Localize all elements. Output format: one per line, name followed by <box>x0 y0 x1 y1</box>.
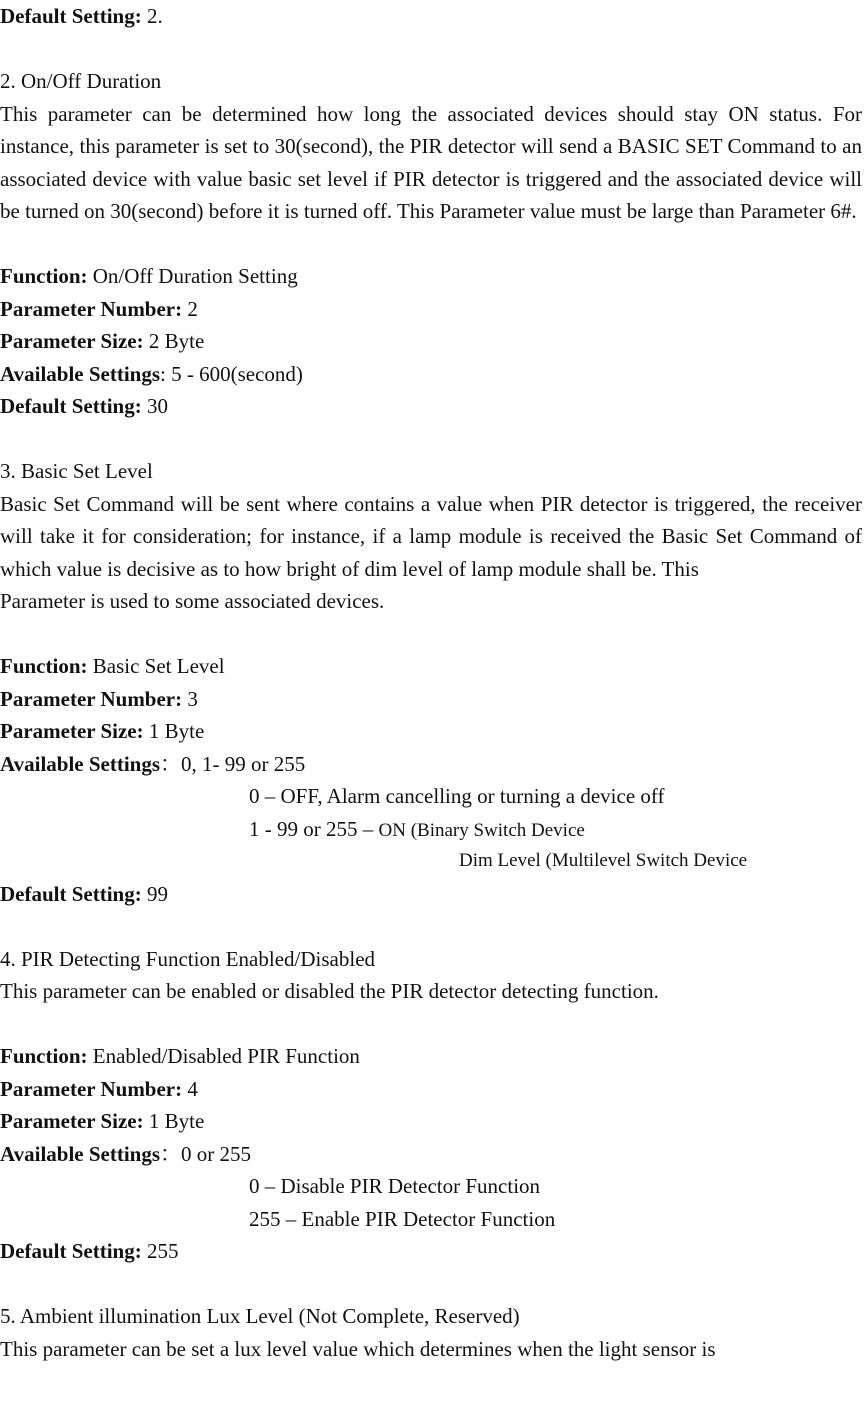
available-settings-value: : 5 - 600(second) <box>160 361 303 386</box>
available-settings-label: Available Settings <box>0 1141 161 1166</box>
default-setting-value: 255 <box>141 1239 179 1263</box>
parameter-size-value: 1 Byte <box>143 719 205 743</box>
default-setting-value: 2. <box>141 4 163 28</box>
default-setting-line <box>0 878 864 911</box>
function-label: Function: <box>0 264 88 288</box>
default-setting-line <box>0 390 864 423</box>
function-value: Enabled/Disabled PIR Function <box>87 1044 360 1068</box>
available-settings-value: ：0, 1- 99 or 255 <box>160 751 306 776</box>
available-settings-line <box>0 1138 864 1171</box>
section-heading: 3. Basic Set Level <box>0 459 153 483</box>
section-description: This parameter can be set a lux level value which determines when the light sensor is <box>0 1336 716 1361</box>
default-setting-value: 30 <box>141 394 168 418</box>
setting-option: 255 – Enable PIR Detector Function <box>249 1206 556 1231</box>
function-line <box>0 1040 864 1073</box>
section-heading: 5. Ambient illumination Lux Level (Not Complete, Reserved) <box>0 1304 520 1328</box>
parameter-number-value: 3 <box>182 686 198 711</box>
available-settings-line <box>0 748 864 781</box>
available-settings-line <box>0 358 864 391</box>
parameter-size-label: Parameter Size: <box>0 329 144 353</box>
parameter-number-label: Parameter Number: <box>0 686 183 711</box>
default-setting-label: Default Setting: <box>0 4 142 28</box>
default-setting-label: Default Setting: <box>0 881 142 906</box>
parameter-number-line <box>0 1073 864 1106</box>
section-heading: 2. On/Off Duration <box>0 69 162 93</box>
section-description: This parameter can be determined how long the associated devices should stay ON status. For instance, this parameter is set to 30(second), the PIR detector will send a BASIC SET Command to an associated device with value basic set level if PIR detector is triggered and the associated device will be turned on 30(second) before it is turned off. This Parameter value must be large than Parameter 6#. <box>0 101 862 223</box>
function-label: Function: <box>0 654 88 678</box>
available-settings-label: Available Settings <box>0 751 161 776</box>
parameter-number-label: Parameter Number: <box>0 296 183 321</box>
parameter-size-label: Parameter Size: <box>0 1109 144 1133</box>
available-settings-value: ：0 or 255 <box>160 1141 252 1166</box>
function-value: On/Off Duration Setting <box>87 264 298 288</box>
setting-option <box>0 813 864 846</box>
parameter-size-line <box>0 715 864 748</box>
default-setting-line <box>0 0 864 33</box>
parameter-size-label: Parameter Size: <box>0 719 144 743</box>
default-setting-label: Default Setting: <box>0 1239 142 1263</box>
parameter-size-line <box>0 1105 864 1138</box>
available-settings-label: Available Settings <box>0 361 161 386</box>
default-setting-value: 99 <box>141 881 168 906</box>
parameter-size-value: 1 Byte <box>143 1109 205 1133</box>
section-description-continued: Parameter is used to some associated devices. <box>0 589 385 613</box>
parameter-number-value: 2 <box>182 296 198 321</box>
parameter-number-label: Parameter Number: <box>0 1076 183 1101</box>
function-value: Basic Set Level <box>87 654 225 678</box>
parameter-size-line <box>0 325 864 358</box>
section-heading: 4. PIR Detecting Function Enabled/Disabled <box>0 946 376 971</box>
default-setting-label: Default Setting: <box>0 394 142 418</box>
function-line <box>0 650 864 683</box>
default-setting-line <box>0 1235 864 1268</box>
setting-option-detail: ON (Binary Switch Device <box>378 819 585 841</box>
function-label: Function: <box>0 1044 88 1068</box>
section-description: This parameter can be enabled or disabled the PIR detector detecting function. <box>0 979 659 1003</box>
parameter-number-value: 4 <box>182 1076 198 1101</box>
parameter-size-value: 2 Byte <box>143 329 205 353</box>
setting-option-continued: Dim Level (Multilevel Switch Device <box>459 850 748 871</box>
setting-option: 0 – OFF, Alarm cancelling or turning a device off <box>249 784 665 808</box>
parameter-number-line <box>0 683 864 716</box>
function-line <box>0 260 864 293</box>
setting-option: 0 – Disable PIR Detector Function <box>249 1174 541 1198</box>
parameter-number-line <box>0 293 864 326</box>
setting-option-main: 1 - 99 or 255 – <box>249 816 379 841</box>
section-description: Basic Set Command will be sent where contains a value when PIR detector is triggered, the receiver will take it for consideration; for instance, if a lamp module is received the Basic Set Command of which value is decisive as to how bright of dim level of lamp module shall be. This <box>0 491 862 581</box>
